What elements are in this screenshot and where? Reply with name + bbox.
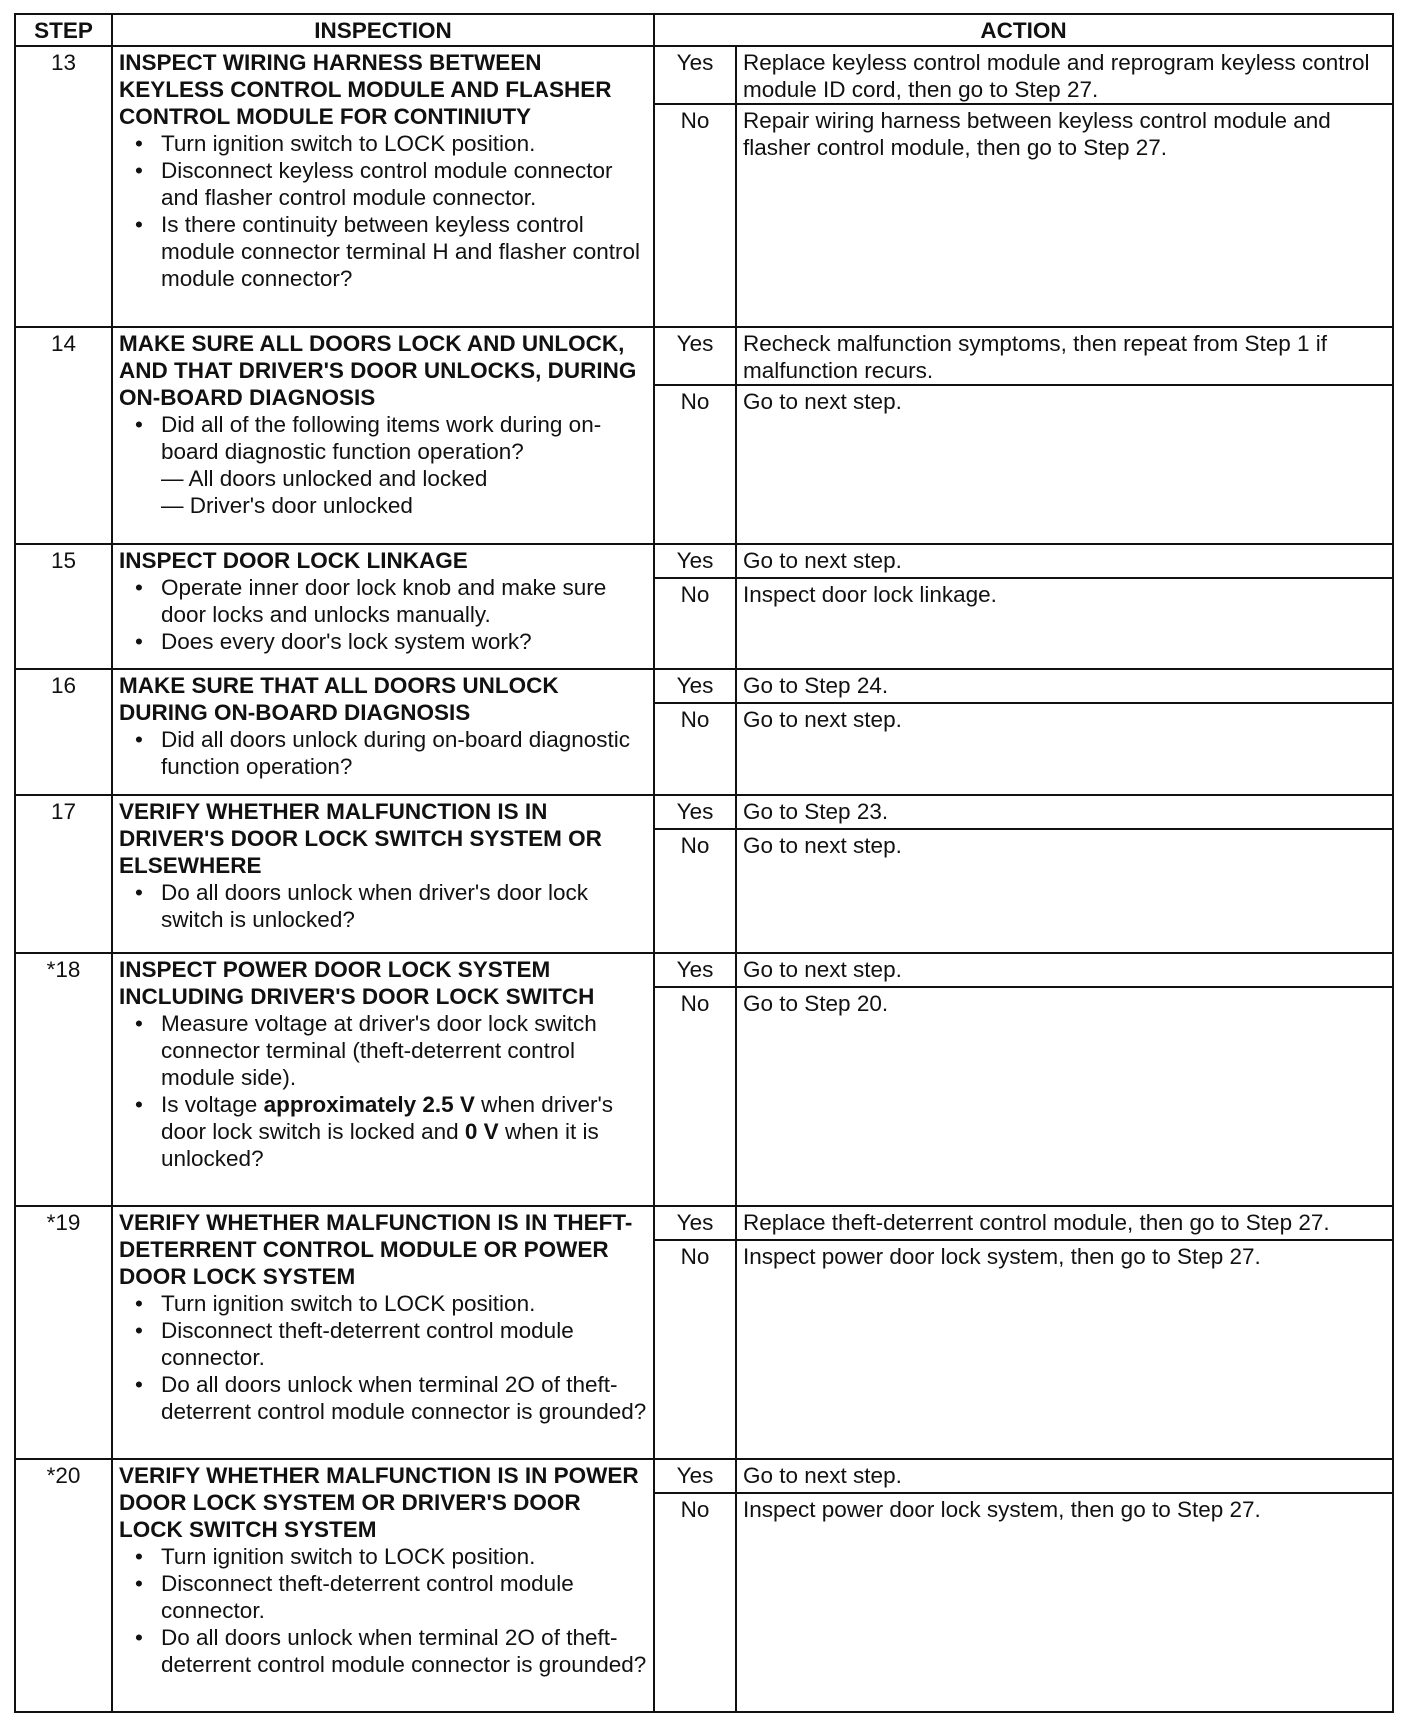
list-item bbox=[161, 1091, 647, 1172]
inspection-cell bbox=[112, 953, 654, 1206]
table-row bbox=[15, 327, 1393, 385]
step-number: 15 bbox=[15, 544, 112, 670]
yes-action: Go to next step. bbox=[736, 544, 1393, 578]
inspection-title: VERIFY WHETHER MALFUNCTION IS IN DRIVER'S DOOR LOCK SWITCH SYSTEM OR ELSEWHERE bbox=[119, 799, 602, 879]
no-label: No bbox=[654, 104, 736, 327]
voltage-text-mid: when driver's door lock switch is locked and bbox=[161, 1091, 614, 1144]
no-label: No bbox=[654, 385, 736, 544]
voltage-value-locked: approximately 2.5 V bbox=[263, 1091, 475, 1117]
table-row bbox=[15, 46, 1393, 104]
no-action: Inspect door lock linkage. bbox=[736, 578, 1393, 670]
inspection-cell bbox=[112, 669, 654, 795]
yes-action: Go to Step 23. bbox=[736, 795, 1393, 829]
no-label: No bbox=[654, 1240, 736, 1459]
step-number: 14 bbox=[15, 327, 112, 544]
inspection-cell bbox=[112, 544, 654, 670]
dash-item: — All doors unlocked and locked bbox=[161, 465, 488, 491]
yes-label: Yes bbox=[654, 327, 736, 385]
list-item: • Operate inner door lock knob and make sure door locks and unlocks manually. bbox=[161, 574, 647, 628]
inspection-cell bbox=[112, 795, 654, 953]
inspection-title: MAKE SURE THAT ALL DOORS UNLOCK DURING ON-BOARD DIAGNOSIS bbox=[119, 673, 559, 726]
no-action: Go to next step. bbox=[736, 703, 1393, 795]
inspection-title: VERIFY WHETHER MALFUNCTION IS IN POWER DOOR LOCK SYSTEM OR DRIVER'S DOOR LOCK SWITCH SYSTEM bbox=[119, 1462, 639, 1542]
no-action: Repair wiring harness between keyless control module and flasher control module, then go to Step 27. bbox=[736, 104, 1393, 327]
diagnostic-table bbox=[14, 13, 1394, 1713]
inspection-title: INSPECT WIRING HARNESS BETWEEN KEYLESS CONTROL MODULE AND FLASHER CONTROL MODULE FOR CONTINIUTY bbox=[119, 50, 612, 129]
bullet-list bbox=[119, 1010, 647, 1172]
list-item bbox=[161, 411, 647, 519]
no-label: No bbox=[654, 703, 736, 795]
no-action: Go to next step. bbox=[736, 829, 1393, 953]
list-item: • Disconnect theft-deterrent control module connector. bbox=[161, 1570, 647, 1624]
list-item: • Is there continuity between keyless control module connector terminal H and flasher control module connector? bbox=[161, 211, 647, 292]
list-item: • Turn ignition switch to LOCK position. bbox=[161, 1290, 647, 1317]
voltage-text-pre: Is voltage bbox=[161, 1091, 264, 1117]
action-header: ACTION bbox=[654, 14, 1393, 46]
bullet-list bbox=[119, 411, 647, 519]
step-number: 13 bbox=[15, 46, 112, 327]
table-row bbox=[15, 669, 1393, 703]
inspection-header: INSPECTION bbox=[112, 14, 654, 46]
yes-action: Recheck malfunction symptoms, then repeat from Step 1 if malfunction recurs. bbox=[736, 327, 1393, 385]
list-item-text: Did all of the following items work during on-board diagnostic function operation? bbox=[161, 411, 602, 464]
bullet-list bbox=[119, 574, 647, 655]
inspection-cell bbox=[112, 1206, 654, 1459]
bullet-list bbox=[119, 1543, 647, 1678]
yes-label: Yes bbox=[654, 1206, 736, 1240]
inspection-cell bbox=[112, 327, 654, 544]
inspection-title: INSPECT POWER DOOR LOCK SYSTEM INCLUDING DRIVER'S DOOR LOCK SWITCH bbox=[119, 956, 595, 1009]
step-number: 16 bbox=[15, 669, 112, 795]
header-row bbox=[15, 14, 1393, 46]
yes-action: Go to next step. bbox=[736, 1459, 1393, 1493]
list-item: • Did all doors unlock during on-board diagnostic function operation? bbox=[161, 726, 647, 780]
no-label: No bbox=[654, 1493, 736, 1712]
bullet-list bbox=[119, 726, 647, 780]
yes-action: Replace theft-deterrent control module, then go to Step 27. bbox=[736, 1206, 1393, 1240]
table-row bbox=[15, 544, 1393, 578]
inspection-cell bbox=[112, 46, 654, 327]
inspection-cell bbox=[112, 1459, 654, 1712]
yes-action: Replace keyless control module and reprogram keyless control module ID cord, then go to Step 27. bbox=[736, 46, 1393, 104]
inspection-title: INSPECT DOOR LOCK LINKAGE bbox=[119, 547, 468, 573]
no-label: No bbox=[654, 578, 736, 670]
inspection-title: VERIFY WHETHER MALFUNCTION IS IN THEFT-DETERRENT CONTROL MODULE OR POWER DOOR LOCK SYSTEM bbox=[119, 1209, 633, 1289]
bullet-list bbox=[119, 1290, 647, 1425]
list-item: • Do all doors unlock when driver's door lock switch is unlocked? bbox=[161, 879, 647, 933]
list-item: • Measure voltage at driver's door lock switch connector terminal (theft-deterrent control module side). bbox=[161, 1010, 647, 1091]
list-item: • Disconnect theft-deterrent control module connector. bbox=[161, 1317, 647, 1371]
no-action: Go to next step. bbox=[736, 385, 1393, 544]
table-row bbox=[15, 953, 1393, 987]
no-action: Inspect power door lock system, then go to Step 27. bbox=[736, 1240, 1393, 1459]
yes-label: Yes bbox=[654, 1459, 736, 1493]
bullet-list bbox=[119, 879, 647, 933]
step-header: STEP bbox=[15, 14, 112, 46]
yes-label: Yes bbox=[654, 953, 736, 987]
table-row bbox=[15, 1459, 1393, 1493]
no-label: No bbox=[654, 987, 736, 1206]
yes-label: Yes bbox=[654, 795, 736, 829]
inspection-title: MAKE SURE ALL DOORS LOCK AND UNLOCK, AND THAT DRIVER'S DOOR UNLOCKS, DURING ON-BOARD DIAGNOSIS bbox=[119, 330, 637, 410]
step-number: *19 bbox=[15, 1206, 112, 1459]
step-number: *20 bbox=[15, 1459, 112, 1712]
list-item: • Do all doors unlock when terminal 2O of theft-deterrent control module connector is grounded? bbox=[161, 1624, 647, 1678]
list-item: • Disconnect keyless control module connector and flasher control module connector. bbox=[161, 157, 647, 211]
step-number: 17 bbox=[15, 795, 112, 953]
yes-action: Go to Step 24. bbox=[736, 669, 1393, 703]
no-action: Inspect power door lock system, then go to Step 27. bbox=[736, 1493, 1393, 1712]
yes-action: Go to next step. bbox=[736, 953, 1393, 987]
no-action: Go to Step 20. bbox=[736, 987, 1393, 1206]
list-item: • Does every door's lock system work? bbox=[161, 628, 647, 655]
bullet-list bbox=[119, 130, 647, 292]
yes-label: Yes bbox=[654, 544, 736, 578]
voltage-text-post: when it is unlocked? bbox=[161, 1118, 599, 1171]
list-item: • Turn ignition switch to LOCK position. bbox=[161, 130, 647, 157]
no-label: No bbox=[654, 829, 736, 953]
table-row bbox=[15, 795, 1393, 829]
step-number: *18 bbox=[15, 953, 112, 1206]
voltage-value-unlocked: 0 V bbox=[464, 1118, 499, 1144]
dash-item: — Driver's door unlocked bbox=[161, 492, 413, 518]
yes-label: Yes bbox=[654, 669, 736, 703]
yes-label: Yes bbox=[654, 46, 736, 104]
table-row bbox=[15, 1206, 1393, 1240]
list-item: • Do all doors unlock when terminal 2O of theft-deterrent control module connector is grounded? bbox=[161, 1371, 647, 1425]
list-item: • Turn ignition switch to LOCK position. bbox=[161, 1543, 647, 1570]
